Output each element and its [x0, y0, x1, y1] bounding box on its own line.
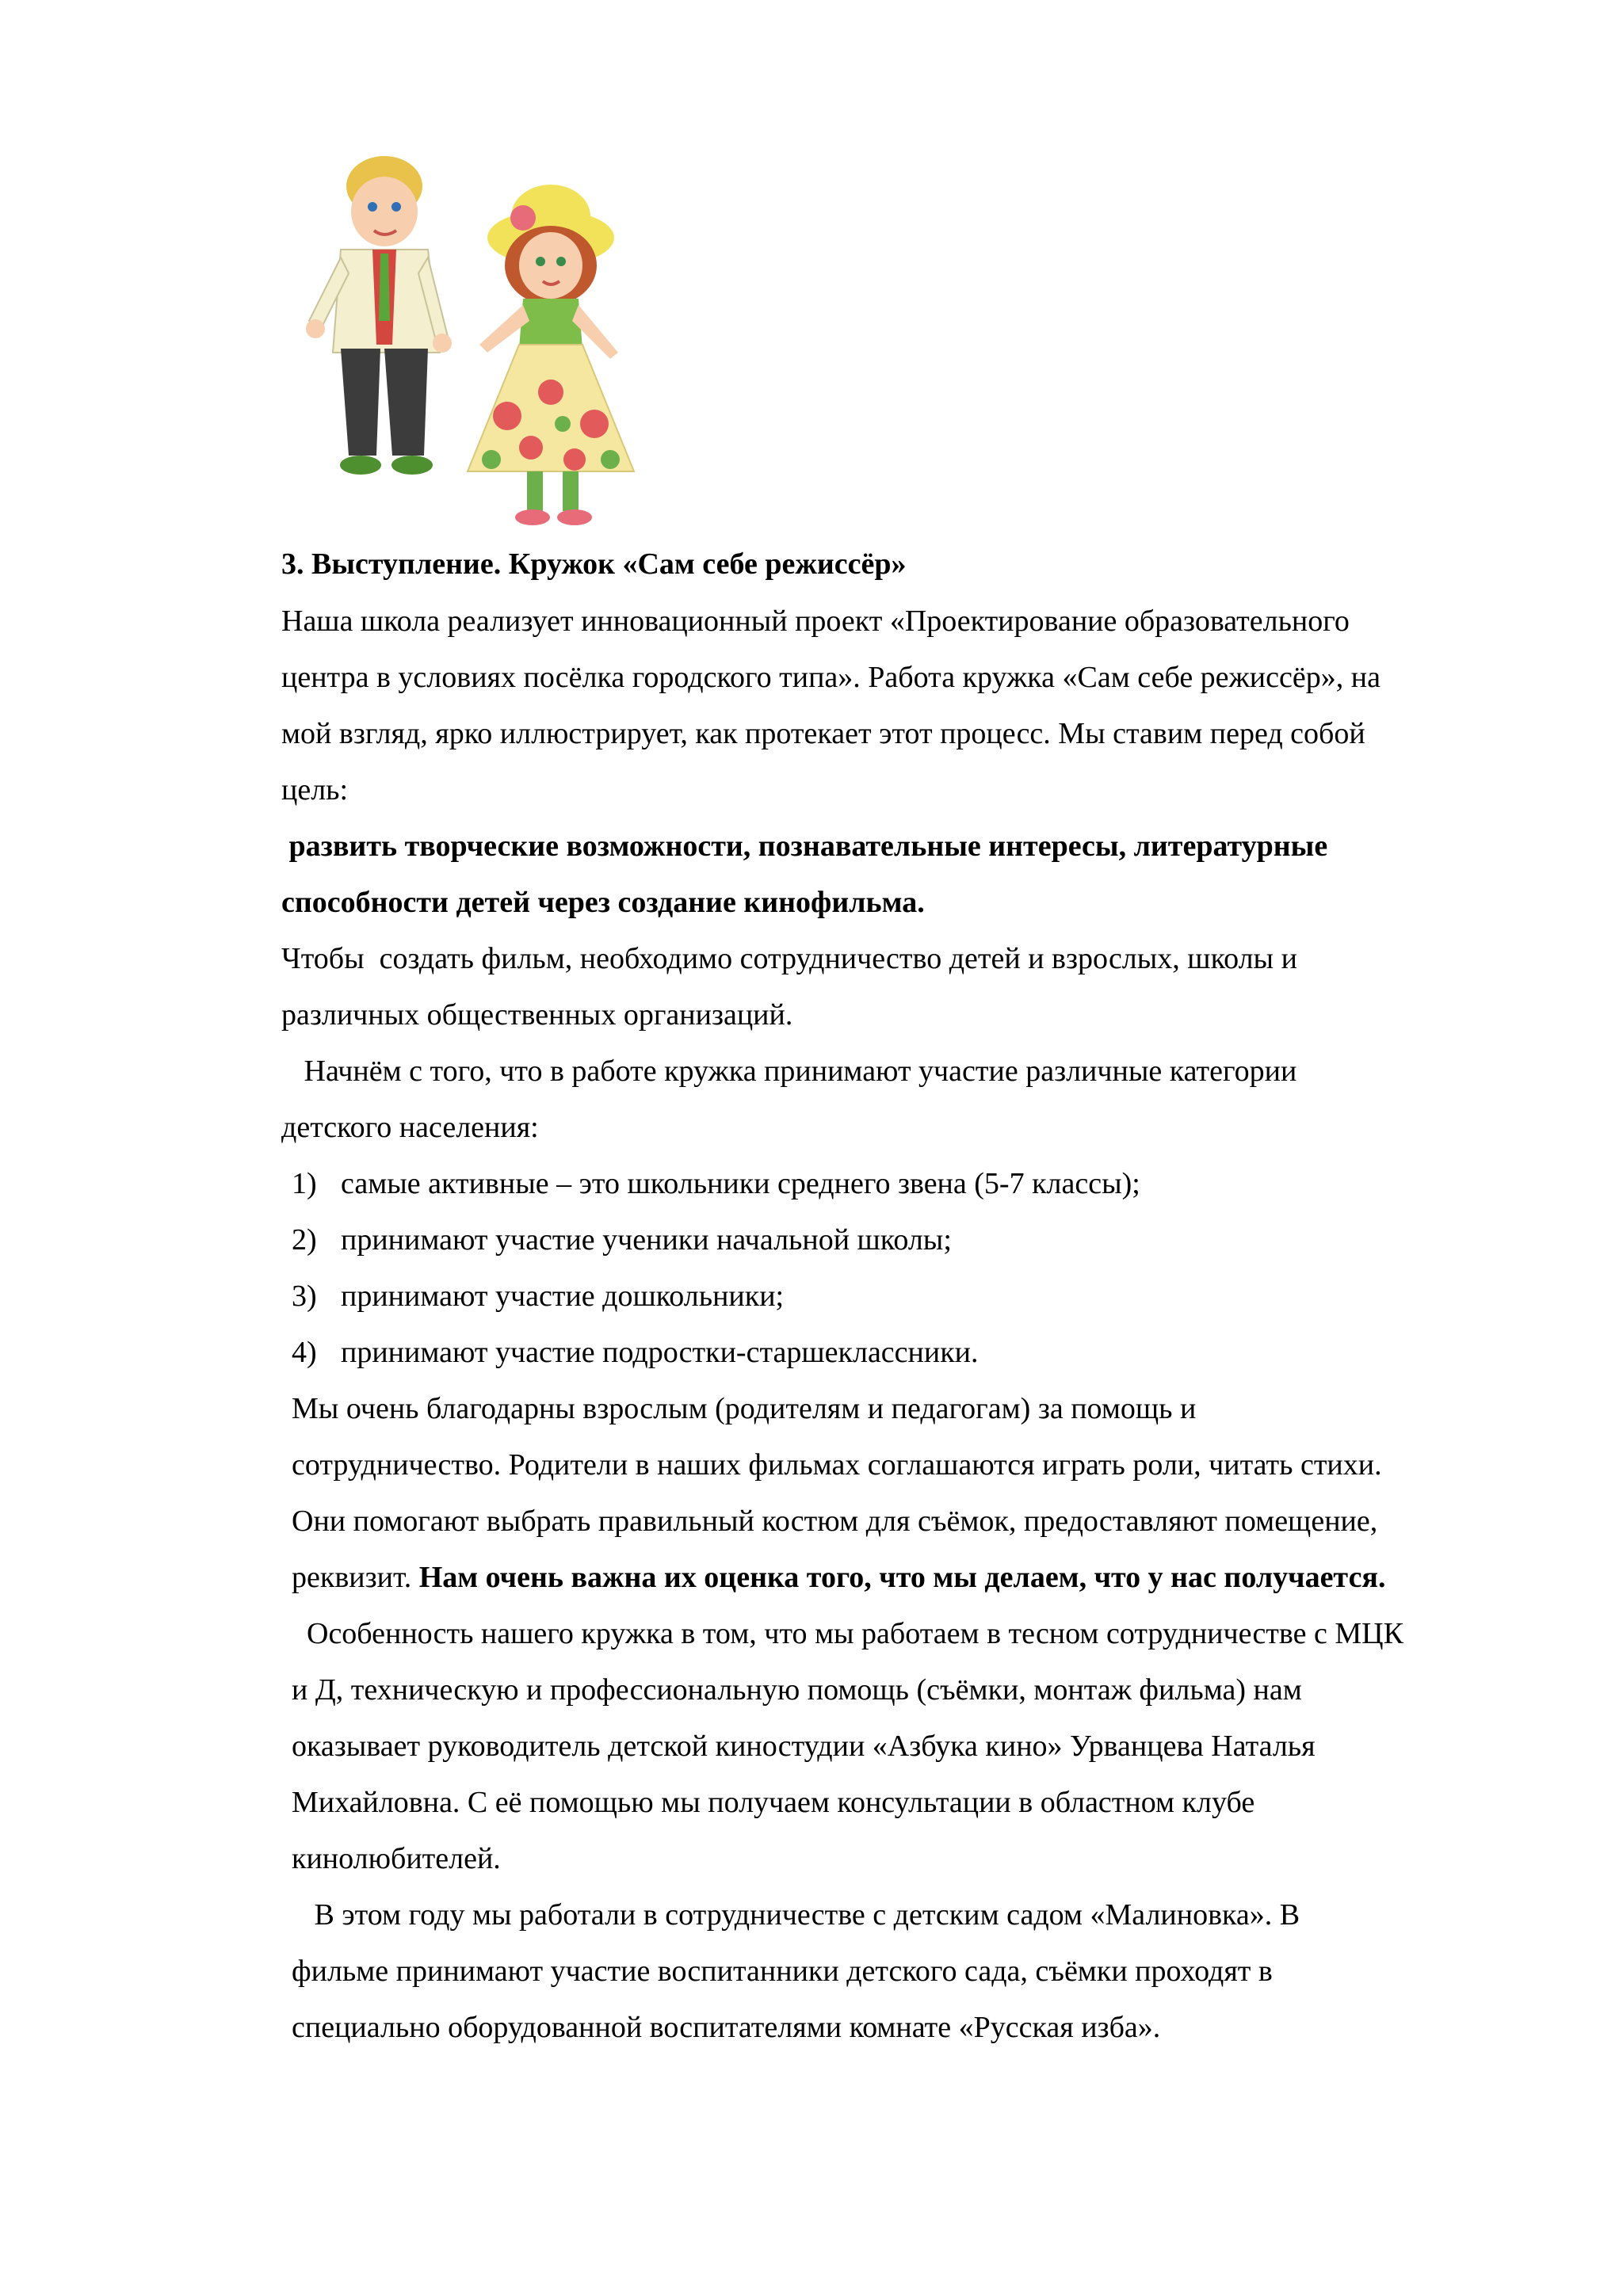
intro-line: мой взгляд, ярко иллюстрирует, как протекает этот процесс. Мы ставим перед собой [281, 717, 1365, 750]
list-number: 1) [292, 1167, 317, 1200]
feature-line: Особенность нашего кружка в том, что мы работаем в тесном сотрудничестве с МЦК [292, 1617, 1403, 1650]
list-item: самые активные – это школьники среднего звена (5-7 классы); [341, 1167, 1140, 1200]
boy-figure [306, 156, 452, 475]
categories-intro-line: детского населения: [281, 1111, 539, 1144]
goal-line: развить творческие возможности, познавательные интересы, литературные [281, 830, 1328, 863]
kindergarten-line: специально оборудованной воспитателями комнате «Русская изба». [292, 2011, 1161, 2044]
intro-line: цель: [281, 773, 349, 807]
intro-line: центра в условиях посёлка городского типа». Работа кружка «Сам себе режиссёр», на [281, 661, 1381, 694]
list-number: 2) [292, 1223, 317, 1257]
list-number: 4) [292, 1336, 317, 1369]
cooperation-line: различных общественных организаций. [281, 998, 793, 1032]
thanks-last-plain: реквизит. [292, 1561, 419, 1594]
feature-line: Михайловна. С её помощью мы получаем консультации в областном клубе [292, 1786, 1255, 1819]
section-heading: 3. Выступление. Кружок «Сам себе режиссёр» [281, 547, 907, 581]
cooperation-line: Чтобы создать фильм, необходимо сотрудничество детей и взрослых, школы и [281, 942, 1297, 975]
categories-intro-line: Начнём с того, что в работе кружка принимают участие различные категории [281, 1055, 1297, 1088]
feature-line: кинолюбителей. [292, 1842, 501, 1875]
list-item: принимают участие подростки-старшеклассники. [341, 1336, 979, 1369]
thanks-last-line [292, 1562, 1386, 1592]
thanks-line: Мы очень благодарны взрослым (родителям и педагогам) за помощь и [292, 1392, 1197, 1425]
kindergarten-line: фильме принимают участие воспитанники детского сада, съёмки проходят в [292, 1955, 1273, 1988]
intro-line: Наша школа реализует инновационный проект «Проектирование образовательного [281, 605, 1350, 638]
list-item: принимают участие дошкольники; [341, 1280, 785, 1313]
kindergarten-line: В этом году мы работали в сотрудничестве с детским садом «Малиновка». В [292, 1898, 1300, 1932]
thanks-line: Они помогают выбрать правильный костюм для съёмок, предоставляют помещение, [292, 1505, 1378, 1538]
girl-figure [468, 185, 634, 525]
thanks-last-bold: Нам очень важна их оценка того, что мы делаем, что у нас получается. [418, 1561, 1386, 1594]
list-item: принимают участие ученики начальной школы; [341, 1223, 952, 1257]
children-illustration [277, 154, 689, 535]
thanks-line: сотрудничество. Родители в наших фильмах соглашаются играть роли, читать стихи. [292, 1448, 1382, 1482]
goal-line: способности детей через создание кинофильма. [281, 886, 925, 919]
feature-line: и Д, техническую и профессиональную помощь (съёмки, монтаж фильма) нам [292, 1673, 1302, 1707]
feature-line: оказывает руководитель детской киностудии «Азбука кино» Урванцева Наталья [292, 1730, 1316, 1763]
list-number: 3) [292, 1280, 317, 1313]
